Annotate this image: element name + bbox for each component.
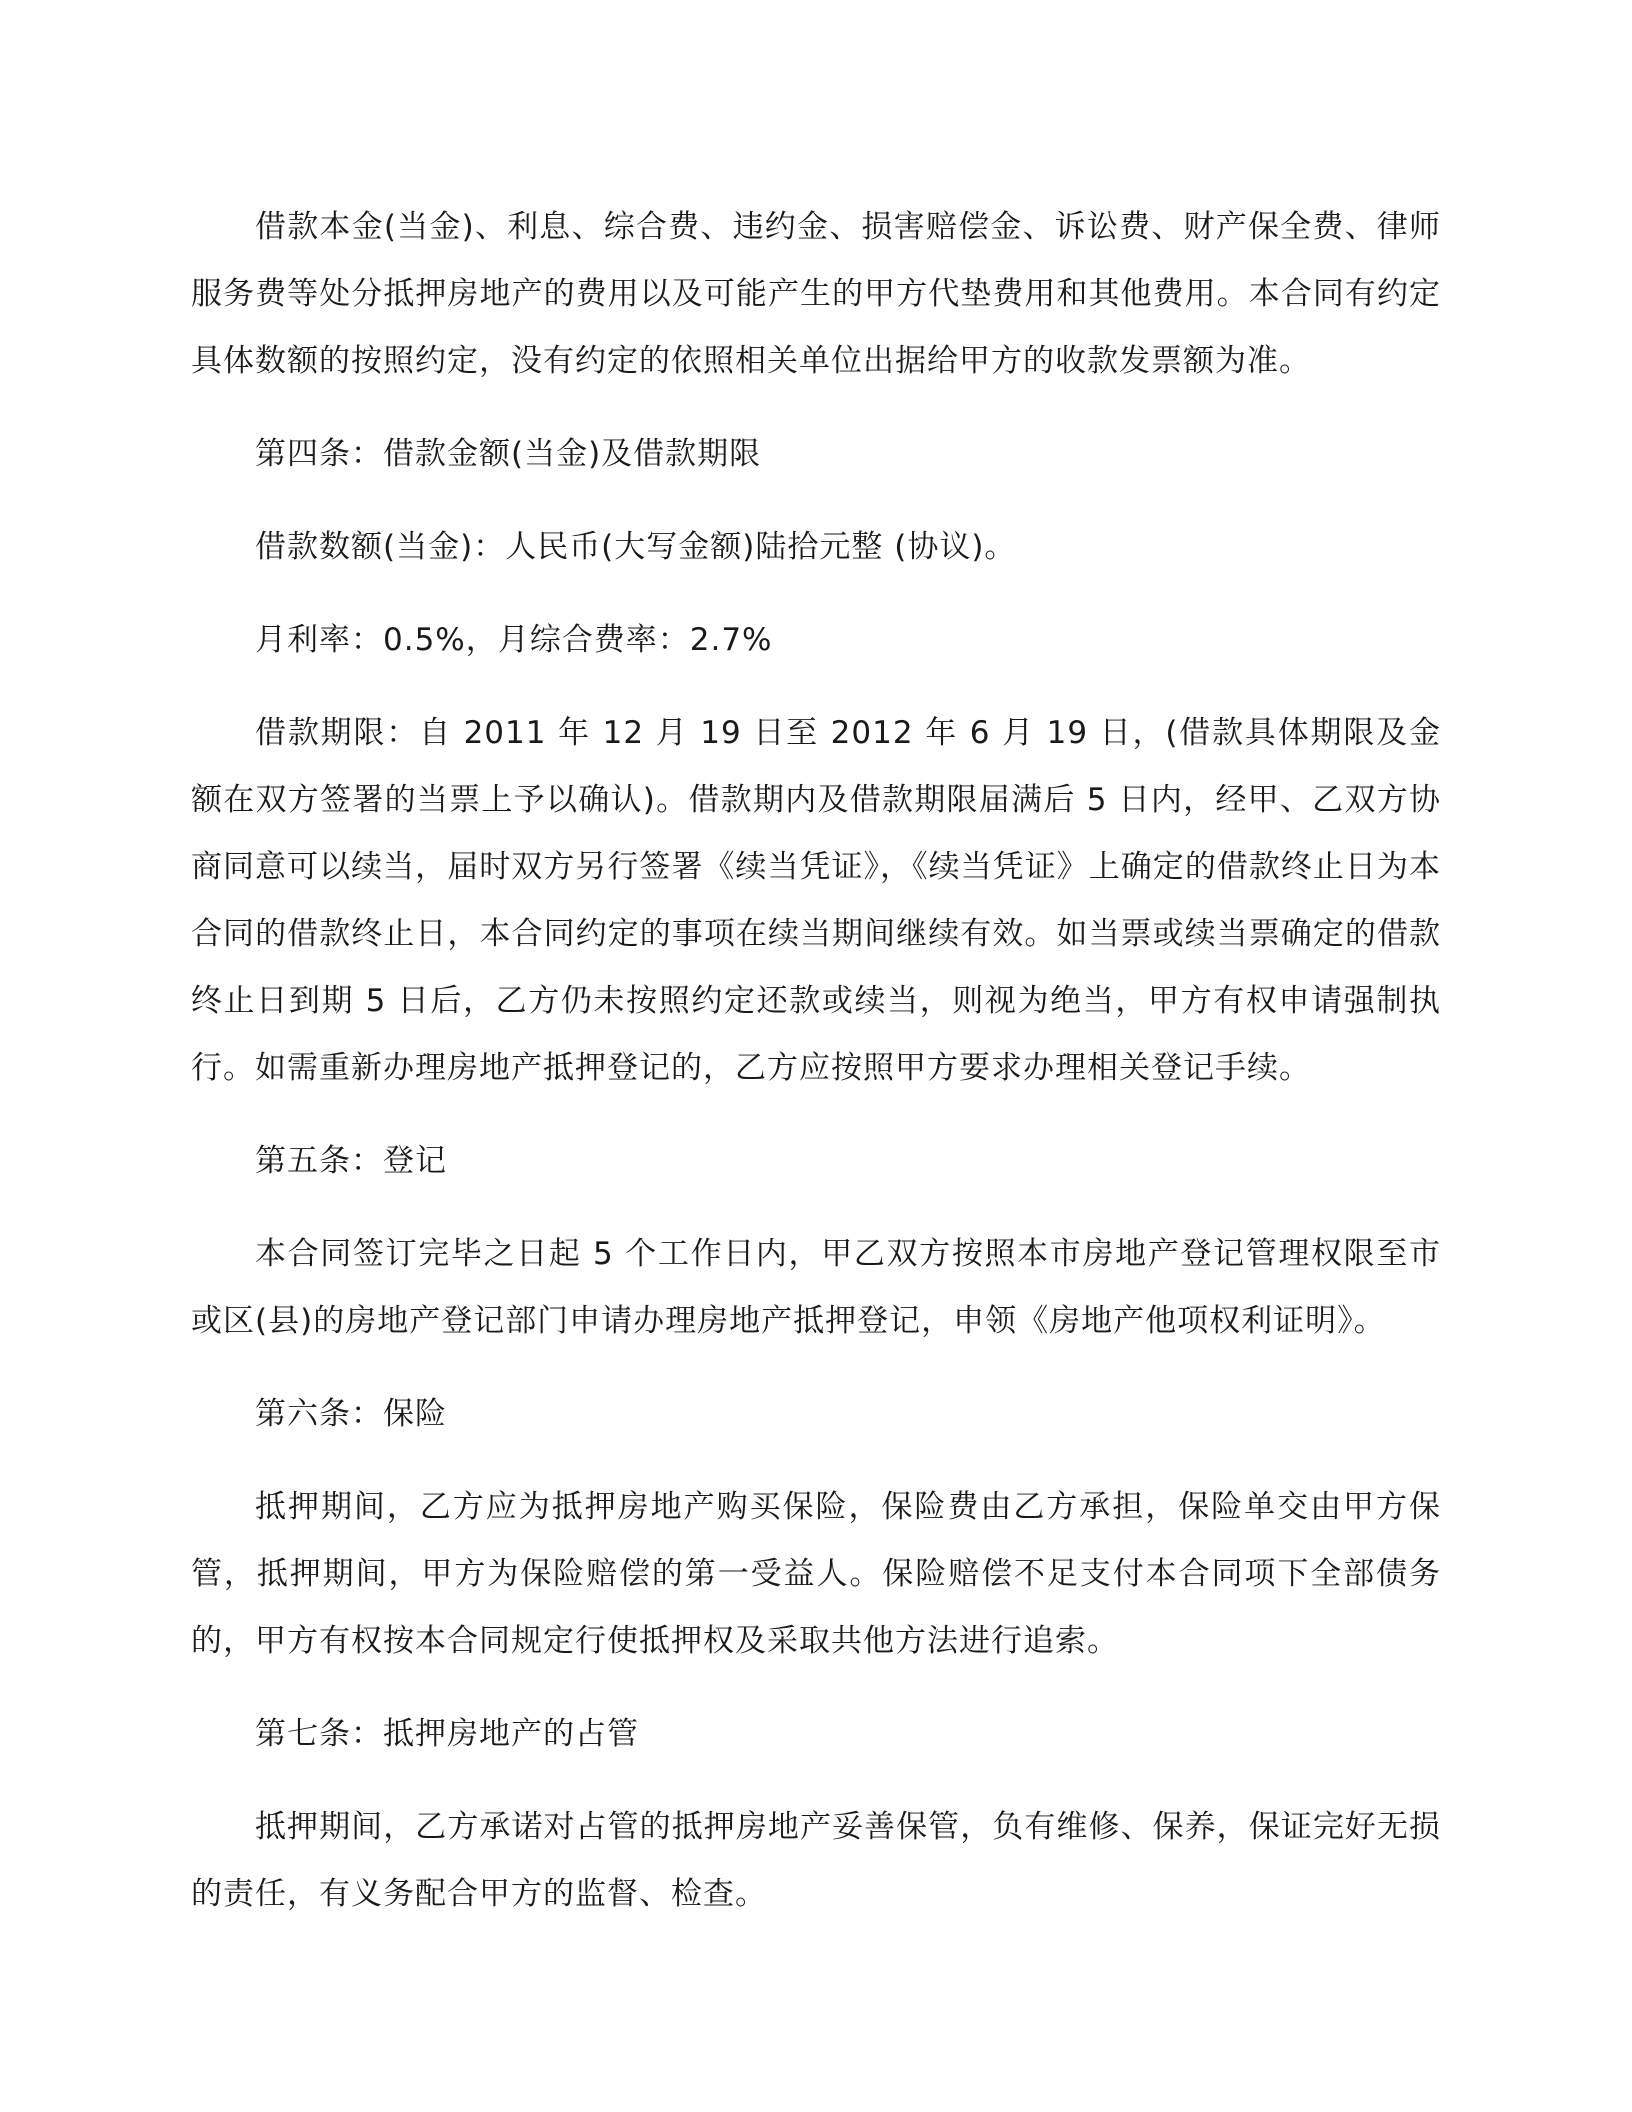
paragraph-custody: 抵押期间，乙方承诺对占管的抵押房地产妥善保管，负有维修、保养，保证完好无损的责任，有义务配合甲方的监督、检查。 — [191, 1809, 1441, 1912]
paragraph-loan-term: 借款期限：自 2011 年 12 月 19 日至 2012 年 6 月 19 日，(借款具体期限及金额在双方签署的当票上予以确认)。借款期内及借款期限届满后 5 日内，经甲、乙双方协商同意可以续当，届时双方另行签署《续当凭证》，《续当凭证》上确定的借款终止日为本合同的借款终止日，本合同约定的事项在续当期间继续有效。如当票或续当票确定的借款终止日到期 5 日后，乙方仍未按照约定还款或续当，则视为绝当，甲方有权申请强制执行。如需重新办理房地产抵押登记的，乙方应按照甲方要求办理相关登记手续。 — [191, 715, 1441, 1086]
heading-article-4: 第四条：借款金额(当金)及借款期限 — [255, 436, 762, 472]
heading-article-7: 第七条：抵押房地产的占管 — [255, 1716, 639, 1752]
heading-article-6: 第六条：保险 — [255, 1396, 447, 1432]
paragraph-interest-rate: 月利率：0.5%，月综合费率：2.7% — [255, 622, 773, 658]
paragraph-loan-amount: 借款数额(当金)：人民币(大写金额)陆拾元整 (协议)。 — [255, 529, 1017, 565]
paragraph-registration: 本合同签订完毕之日起 5 个工作日内，甲乙双方按照本市房地产登记管理权限至市或区(县)的房地产登记部门申请办理房地产抵押登记，申领《房地产他项权利证明》。 — [191, 1236, 1441, 1339]
heading-article-5: 第五条：登记 — [255, 1143, 447, 1179]
document-page — [191, 194, 1441, 1954]
paragraph-insurance: 抵押期间，乙方应为抵押房地产购买保险，保险费由乙方承担，保险单交由甲方保管，抵押期间，甲方为保险赔偿的第一受益人。保险赔偿不足支付本合同项下全部债务的，甲方有权按本合同规定行使抵押权及采取共他方法进行追索。 — [191, 1489, 1441, 1659]
paragraph-fees: 借款本金(当金)、利息、综合费、违约金、损害赔偿金、诉讼费、财产保全费、律师服务费等处分抵押房地产的费用以及可能产生的甲方代垫费用和其他费用。本合同有约定具体数额的按照约定，没有约定的依照相关单位出据给甲方的收款发票额为准。 — [191, 209, 1441, 379]
